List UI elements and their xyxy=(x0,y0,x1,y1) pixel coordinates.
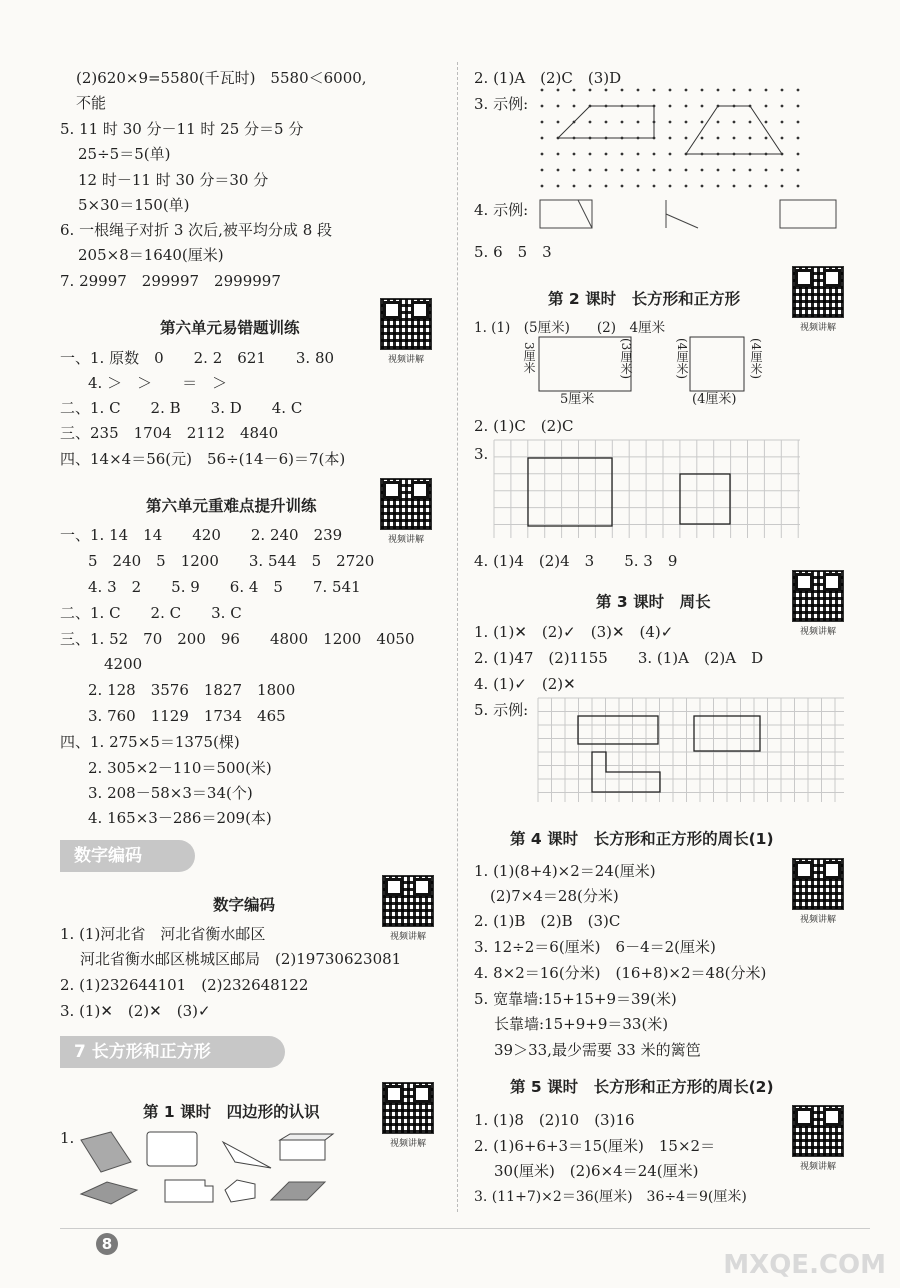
grid-dot xyxy=(541,121,544,124)
grid-dot xyxy=(701,169,704,172)
answer-line: 5. 6 5 3 xyxy=(474,243,552,261)
grid-dot xyxy=(557,153,560,156)
grid-dot xyxy=(701,185,704,188)
column-divider xyxy=(457,62,458,1212)
dot-grid-example xyxy=(540,88,810,193)
quadrilateral-shapes xyxy=(75,1130,335,1210)
answer-line: 205×8＝1640(厘米) xyxy=(78,246,224,264)
grid-dot xyxy=(669,153,672,156)
section-title: 第 2 课时 长方形和正方形 xyxy=(548,290,741,308)
grid-dot xyxy=(669,105,672,108)
grid-dot xyxy=(621,153,624,156)
grid-dot xyxy=(637,121,640,124)
grid-dot xyxy=(685,89,688,92)
grid-dot xyxy=(621,89,624,92)
grid-dot xyxy=(637,185,640,188)
qr-image xyxy=(792,1105,844,1157)
grid-dot xyxy=(717,121,720,124)
qr-image xyxy=(382,875,434,927)
answer-line: 4. 示例: xyxy=(474,201,529,219)
grid-dot xyxy=(797,137,800,140)
grid-dot xyxy=(653,169,656,172)
answer-line: 1. (1)河北省 河北省衡水邮区 xyxy=(60,925,266,943)
grid-dot xyxy=(541,153,544,156)
grid-dot xyxy=(733,169,736,172)
section-title: 第 4 课时 长方形和正方形的周长(1) xyxy=(510,830,774,848)
answer-line: 1. (1) (5厘米) (2) 4厘米 xyxy=(474,320,666,336)
grid-dot xyxy=(733,185,736,188)
grid-dot xyxy=(669,121,672,124)
grid-dot xyxy=(749,185,752,188)
rect-bottom-label: 5厘米 xyxy=(560,392,595,407)
grid-dot xyxy=(557,89,560,92)
rect-bottom-label: (4厘米) xyxy=(692,392,737,407)
answer-line: 不能 xyxy=(76,94,107,112)
grid-dot xyxy=(557,121,560,124)
grid-dot xyxy=(605,89,608,92)
grid-dot xyxy=(797,185,800,188)
grid-dot xyxy=(733,89,736,92)
grid-dot xyxy=(637,169,640,172)
grid-dot xyxy=(717,89,720,92)
qr-image xyxy=(380,478,432,530)
qr-caption: 视频讲解 xyxy=(389,932,426,942)
answer-line: 39＞33,最少需要 33 米的篱笆 xyxy=(494,1041,701,1059)
grid-dot xyxy=(749,121,752,124)
answer-line: 2. (1)232644101 (2)232648122 xyxy=(60,976,309,994)
answer-line: (2)620×9=5580(千瓦时) 5580＜6000, xyxy=(76,69,367,87)
qr-image xyxy=(380,298,432,350)
grid-dot xyxy=(717,137,720,140)
grid-dot xyxy=(781,185,784,188)
rect-side-label: (4厘米) xyxy=(675,338,689,379)
answer-line: 2. 128 3576 1827 1800 xyxy=(88,681,296,699)
qr-caption: 视频讲解 xyxy=(799,627,836,637)
answer-line: 四、1. 275×5＝1375(棵) xyxy=(60,733,240,751)
grid-dot xyxy=(781,137,784,140)
answer-line: 4. 8×2＝16(分米) (16+8)×2＝48(分米) xyxy=(474,964,767,982)
answer-line: 12 时－11 时 30 分＝30 分 xyxy=(78,171,269,189)
chapter-banner: 7 长方形和正方形 xyxy=(60,1036,285,1068)
qr-caption: 视频讲解 xyxy=(387,355,424,365)
answer-line: 二、1. C 2. C 3. C xyxy=(60,604,242,622)
grid-dot xyxy=(701,105,704,108)
grid-dot xyxy=(717,169,720,172)
grid-dot xyxy=(765,185,768,188)
answer-line: 4. (1)✓ (2)✕ xyxy=(474,675,576,693)
grid-dot xyxy=(541,137,544,140)
grid-dot xyxy=(765,89,768,92)
qr-caption: 视频讲解 xyxy=(799,915,836,925)
grid-dot xyxy=(589,121,592,124)
grid-dot xyxy=(557,185,560,188)
grid-dot xyxy=(541,169,544,172)
grid-dot xyxy=(653,185,656,188)
grid-dot xyxy=(637,89,640,92)
answer-line: 3. 208－58×3＝34(个) xyxy=(88,784,253,802)
grid-dot xyxy=(781,105,784,108)
grid-dot xyxy=(621,169,624,172)
answer-line: 长靠墙:15+9+9＝33(米) xyxy=(494,1015,669,1033)
grid-dot xyxy=(573,185,576,188)
answer-line: 5. 示例: xyxy=(474,701,529,719)
grid-dot xyxy=(541,89,544,92)
chapter-banner: 数字编码 xyxy=(60,840,195,872)
answer-line: 二、1. C 2. B 3. D 4. C xyxy=(60,399,303,417)
grid-dot xyxy=(749,89,752,92)
qr-caption: 视频讲解 xyxy=(799,1162,836,1172)
grid-dot xyxy=(717,185,720,188)
grid-dot xyxy=(557,169,560,172)
grid-dot xyxy=(797,105,800,108)
l-shape-answer xyxy=(592,752,660,792)
answer-line: 3. 12÷2＝6(厘米) 6－4＝2(厘米) xyxy=(474,938,716,956)
qr-image xyxy=(792,570,844,622)
answer-line: 3. 示例: xyxy=(474,95,529,113)
answer-line: 7. 29997 299997 2999997 xyxy=(60,272,281,290)
answer-line: 5. 11 时 30 分－11 时 25 分＝5 分 xyxy=(60,120,304,138)
trapezoid-shape xyxy=(686,106,782,154)
cut-shapes-example xyxy=(538,198,838,233)
qr-code[interactable] xyxy=(792,266,844,333)
grid-dot xyxy=(605,185,608,188)
rectangle-answer xyxy=(528,458,612,526)
answer-line: 1. (1)✕ (2)✓ (3)✕ (4)✓ xyxy=(474,623,674,641)
rect-side-label: (4厘米) xyxy=(749,338,763,379)
qr-image xyxy=(792,858,844,910)
answer-line: 三、1. 52 70 200 96 4800 1200 4050 xyxy=(60,630,415,648)
grid-dot xyxy=(733,121,736,124)
answer-line: 2. (1)C (2)C xyxy=(474,417,574,435)
grid-dot xyxy=(605,169,608,172)
grid-dot xyxy=(605,121,608,124)
grid-dot xyxy=(797,89,800,92)
square-grid-answer xyxy=(494,440,804,540)
section-title: 第 3 课时 周长 xyxy=(596,593,711,611)
grid-dot xyxy=(621,121,624,124)
grid-dot xyxy=(589,185,592,188)
answer-line: 2. 305×2－110＝500(米) xyxy=(88,759,272,777)
grid-dot xyxy=(621,185,624,188)
grid-dot xyxy=(797,121,800,124)
answer-line: 2. (1)6+6+3＝15(厘米) 15×2＝ xyxy=(474,1137,716,1155)
grid-dot xyxy=(669,137,672,140)
qr-caption: 视频讲解 xyxy=(389,1139,426,1149)
grid-dot xyxy=(605,153,608,156)
answer-line: 河北省衡水邮区桃城区邮局 (2)19730623081 xyxy=(80,950,402,968)
grid-dot xyxy=(573,89,576,92)
watermark: MXQE.COM xyxy=(723,1250,886,1280)
qr-image xyxy=(382,1082,434,1134)
page-number: 8 xyxy=(96,1233,118,1255)
section-title: 第 5 课时 长方形和正方形的周长(2) xyxy=(510,1078,774,1096)
footer-rule xyxy=(60,1228,870,1229)
grid-dot xyxy=(749,137,752,140)
grid-dot xyxy=(685,185,688,188)
grid-dot xyxy=(685,105,688,108)
answer-line: 1. (1)8 (2)10 (3)16 xyxy=(474,1111,635,1129)
grid-dot xyxy=(685,121,688,124)
section-title: 数字编码 xyxy=(213,896,276,914)
grid-dot xyxy=(685,169,688,172)
grid-dot xyxy=(589,89,592,92)
answer-line: 3. xyxy=(474,445,489,463)
grid-dot xyxy=(765,169,768,172)
section-title: 第六单元重难点提升训练 xyxy=(146,497,317,515)
answer-line: 3. (1)✕ (2)✕ (3)✓ xyxy=(60,1002,211,1020)
answer-line: 4. (1)4 (2)4 3 5. 3 9 xyxy=(474,552,678,570)
grid-dot xyxy=(653,153,656,156)
answer-line: 3. 760 1129 1734 465 xyxy=(88,707,286,725)
grid-dot xyxy=(749,169,752,172)
qr-caption: 视频讲解 xyxy=(799,323,836,333)
answer-line: 2. (1)B (2)B (3)C xyxy=(474,912,621,930)
grid-dot xyxy=(781,169,784,172)
grid-dot xyxy=(701,137,704,140)
grid-dot xyxy=(653,89,656,92)
answer-line: 1. xyxy=(60,1129,75,1147)
answer-line: 2. (1)A (2)C (3)D xyxy=(474,69,622,87)
grid-dot xyxy=(541,105,544,108)
answer-line: 6. 一根绳子对折 3 次后,被平均分成 8 段 xyxy=(60,221,333,239)
grid-dot xyxy=(685,137,688,140)
grid-dot xyxy=(765,121,768,124)
qr-code[interactable] xyxy=(380,298,432,365)
answer-line: 2. (1)47 (2)1155 3. (1)A (2)A D xyxy=(474,649,764,667)
grid-dot xyxy=(573,105,576,108)
grid-dot xyxy=(781,121,784,124)
grid-dot xyxy=(557,105,560,108)
answer-line: 3. (11+7)×2＝36(厘米) 36÷4＝9(厘米) xyxy=(474,1189,747,1205)
grid-dot xyxy=(669,169,672,172)
qr-code[interactable] xyxy=(382,1082,434,1149)
square-answer xyxy=(680,474,730,524)
grid-dot xyxy=(637,153,640,156)
grid-dot xyxy=(589,153,592,156)
answer-line: 25÷5＝5(单) xyxy=(78,145,171,163)
answer-line: 四、14×4＝56(元) 56÷(14－6)＝7(本) xyxy=(60,450,346,468)
rect-side-label: 3厘米 xyxy=(522,342,536,374)
qr-image xyxy=(792,266,844,318)
qr-code[interactable] xyxy=(792,858,844,925)
grid-dot xyxy=(669,89,672,92)
grid-dot xyxy=(701,89,704,92)
perimeter-grid-answer xyxy=(538,698,848,806)
answer-line: 4200 xyxy=(104,655,143,673)
answer-line: (2)7×4＝28(分米) xyxy=(490,887,619,905)
section-title: 第 1 课时 四边形的认识 xyxy=(143,1103,320,1121)
answer-line: 一、1. 14 14 420 2. 240 239 xyxy=(60,526,343,544)
qr-code[interactable] xyxy=(380,478,432,545)
grid-dot xyxy=(733,137,736,140)
grid-dot xyxy=(589,169,592,172)
qr-code[interactable] xyxy=(792,1105,844,1172)
answer-line: 5 240 5 1200 3. 544 5 2720 xyxy=(88,552,375,570)
grid-dot xyxy=(797,153,800,156)
grid-dot xyxy=(701,121,704,124)
grid-dot xyxy=(541,185,544,188)
grid-dot xyxy=(573,169,576,172)
answer-line: 5×30＝150(单) xyxy=(78,196,190,214)
grid-dot xyxy=(765,105,768,108)
grid-dot xyxy=(765,137,768,140)
answer-line: 4. 3 2 5. 9 6. 4 5 7. 541 xyxy=(88,578,361,596)
answer-line: 一、1. 原数 0 2. 2 621 3. 80 xyxy=(60,349,335,367)
qr-code[interactable] xyxy=(382,875,434,942)
answer-line: 30(厘米) (2)6×4＝24(厘米) xyxy=(494,1162,699,1180)
grid-dot xyxy=(781,89,784,92)
answer-line: 5. 宽靠墙:15+15+9＝39(米) xyxy=(474,990,677,1008)
grid-dot xyxy=(797,169,800,172)
answer-line: 三、235 1704 2112 4840 xyxy=(60,424,279,442)
grid-dot xyxy=(573,153,576,156)
answer-line: 4. 165×3－286＝209(本) xyxy=(88,809,272,827)
section-title: 第六单元易错题训练 xyxy=(160,319,300,337)
grid-dot xyxy=(669,185,672,188)
answer-line: 1. (1)(8+4)×2＝24(厘米) xyxy=(474,862,656,880)
qr-code[interactable] xyxy=(792,570,844,637)
rect-side-label: (3厘米) xyxy=(619,338,633,379)
answer-line: 4. ＞ ＞ ＝ ＞ xyxy=(88,374,228,392)
qr-caption: 视频讲解 xyxy=(387,535,424,545)
